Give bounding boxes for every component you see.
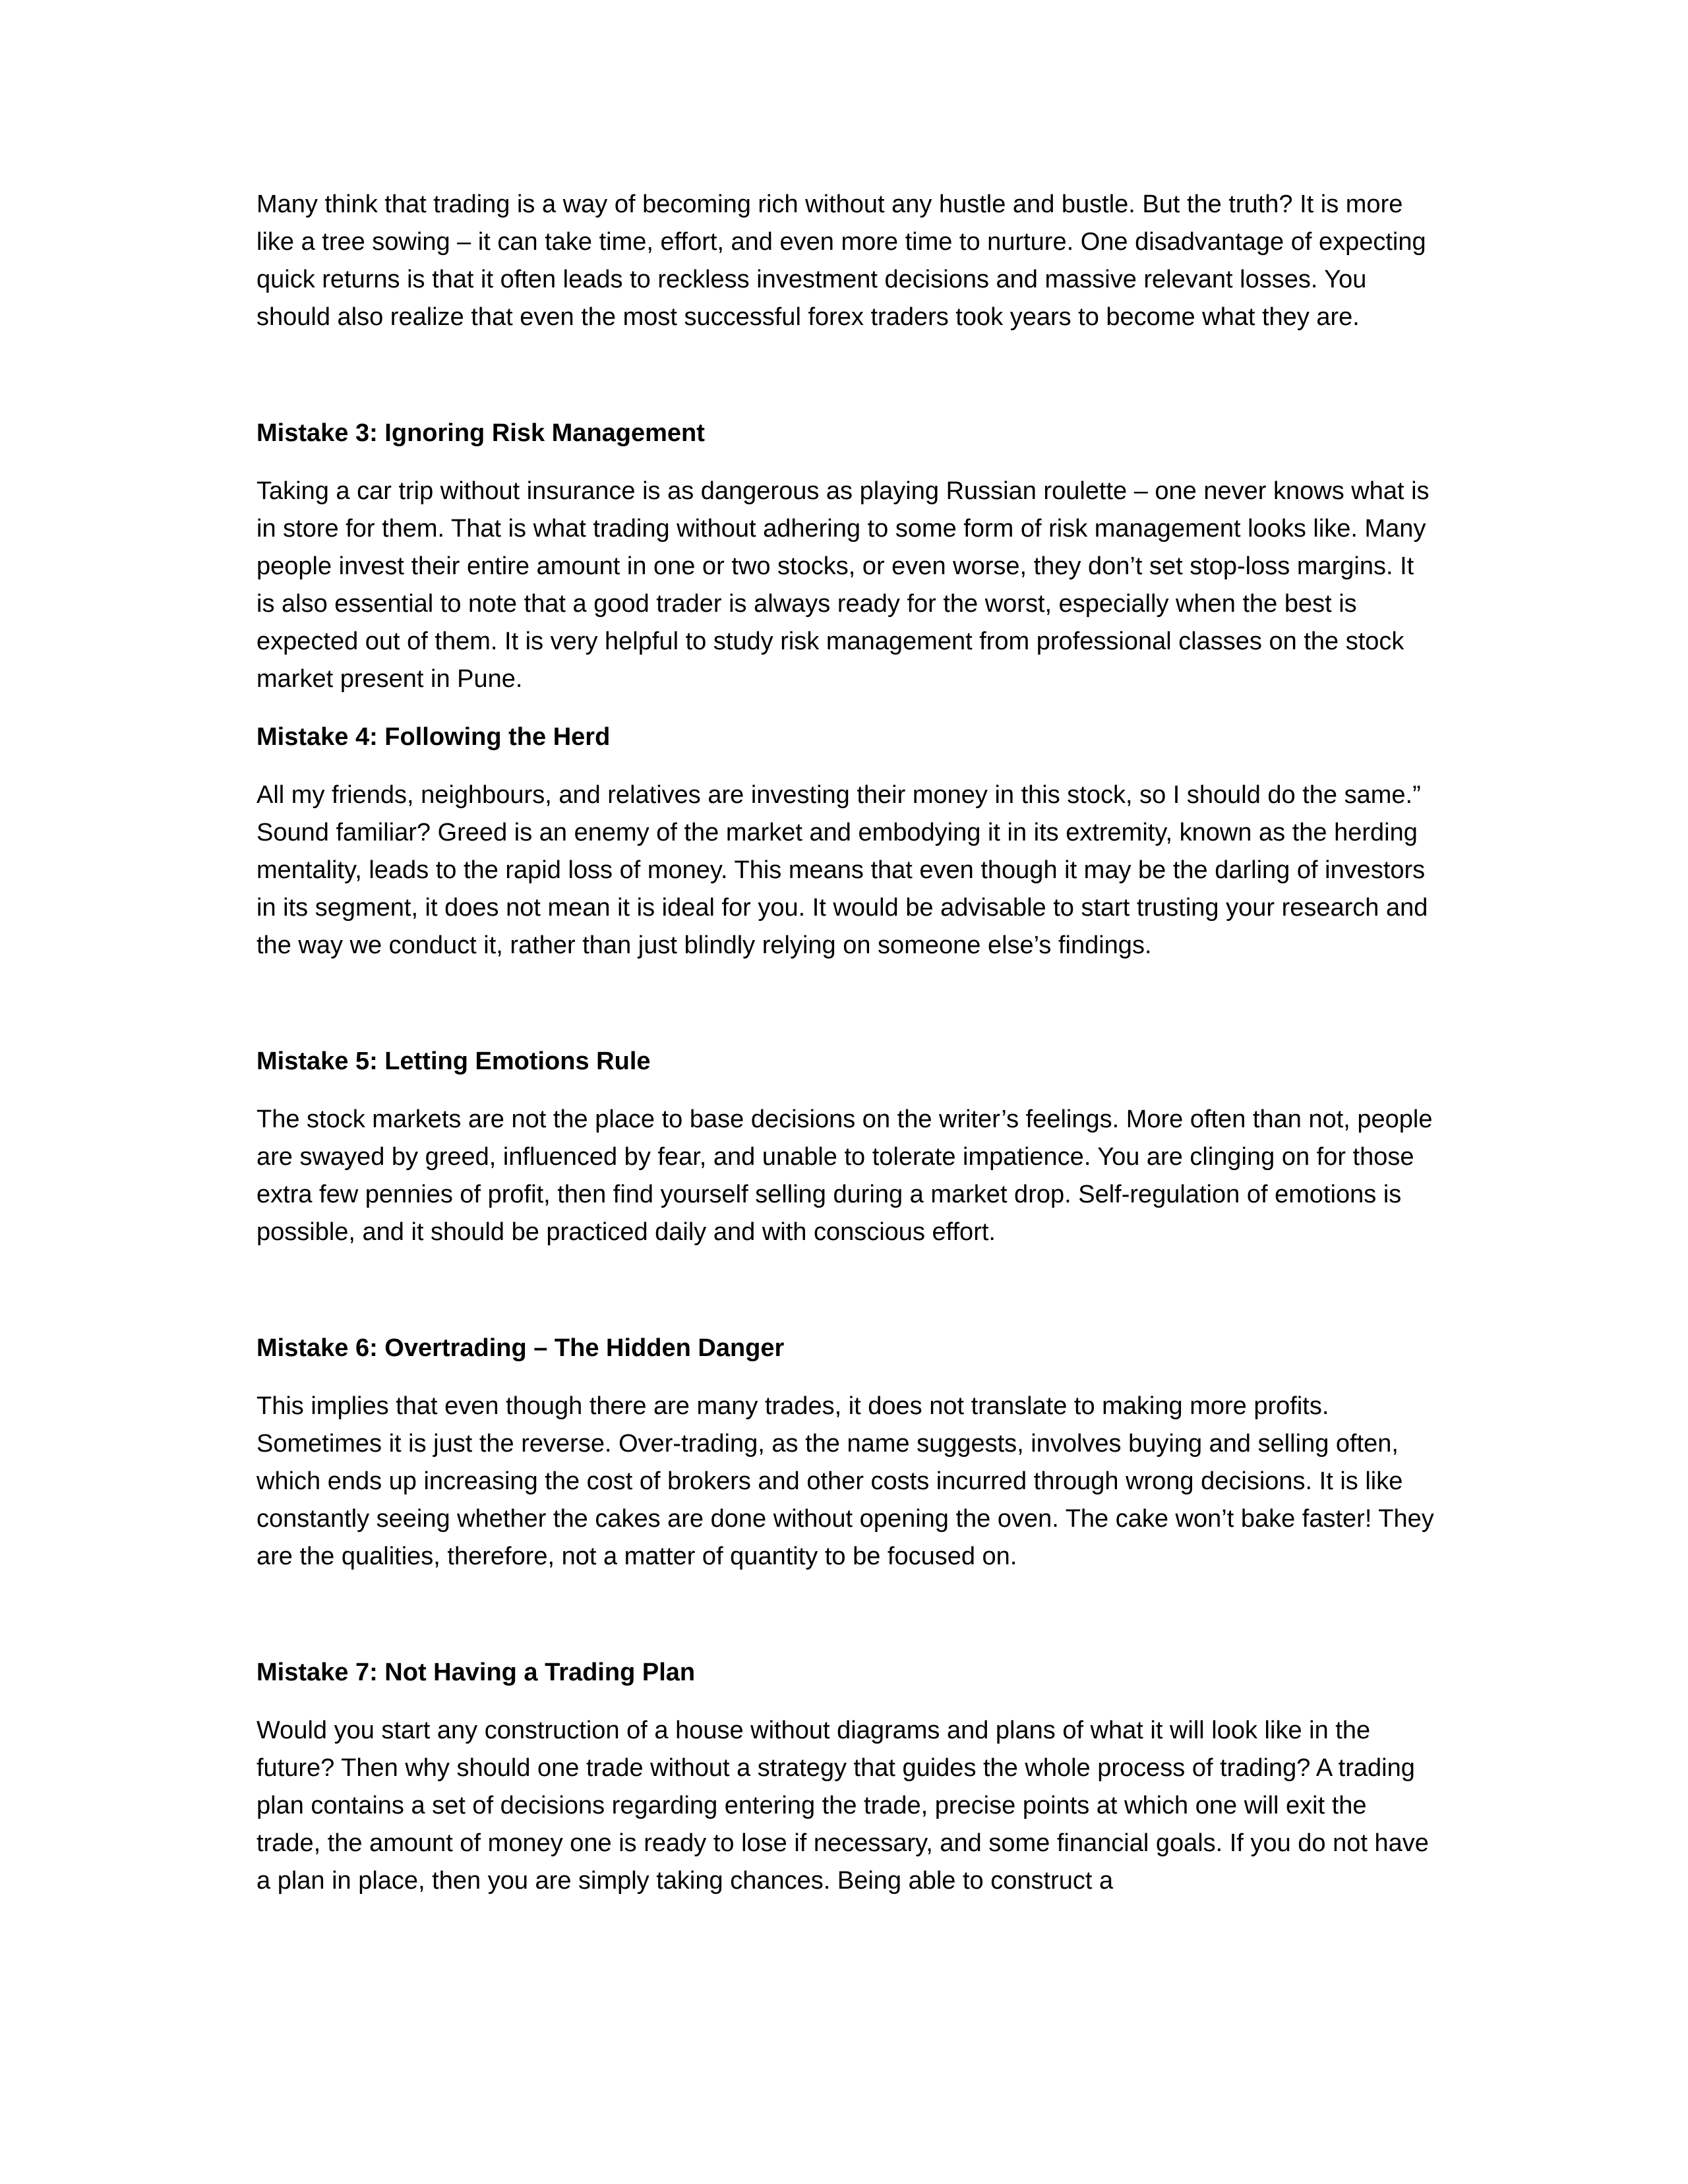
- section-body-mistake-5: The stock markets are not the place to base decisions on the writer’s feelings. More often than not, people are swayed by greed, influenced by fear, and unable to tolerate impatience. You are clinging on for those extra few pennies of profit, then find yourself selling during a market drop. Self-regulation of emotions is possible, and it should be practiced daily and with conscious effort.: [256, 1106, 1433, 1246]
- intro-paragraph: Many think that trading is a way of becoming rich without any hustle and bustle. But the truth? It is more like a tree sowing – it can take time, effort, and even more time to nurture. One disadvantage of expecting quick returns is that it often leads to reckless investment decisions and massive relevant losses. You should also realize that even the most successful forex traders took years to become what they are.: [256, 191, 1426, 331]
- section-heading-mistake-5: Mistake 5: Letting Emotions Rule: [256, 1048, 651, 1075]
- section-body-mistake-4: All my friends, neighbours, and relatives are investing their money in this stock, so I should do the same.” Sound familiar? Greed is an enemy of the market and embodying it in its extremity, known as the herding mentality, leads to the rapid loss of money. This means that even though it may be the darling of investors in its segment, it does not mean it is ideal for you. It would be advisable to start trusting your research and the way we conduct it, rather than just blindly relying on someone else’s findings.: [256, 781, 1428, 959]
- section-heading-mistake-6: Mistake 6: Overtrading – The Hidden Danger: [256, 1334, 785, 1362]
- section-heading-mistake-3: Mistake 3: Ignoring Risk Management: [256, 419, 705, 447]
- document-body: [256, 186, 1437, 1900]
- section-body-mistake-3: Taking a car trip without insurance is as dangerous as playing Russian roulette – one never knows what is in store for them. That is what trading without adhering to some form of risk management looks like. Many people invest their entire amount in one or two stocks, or even worse, they don’t set stop-loss margins. It is also essential to note that a good trader is always ready for the worst, especially when the best is expected out of them. It is very helpful to study risk management from professional classes on the stock market present in Pune.: [256, 477, 1430, 693]
- section-body-mistake-7: Would you start any construction of a house without diagrams and plans of what it will look like in the future? Then why should one trade without a strategy that guides the whole process of trading? A trading plan contains a set of decisions regarding entering the trade, precise points at which one will exit the trade, the amount of money one is ready to lose if necessary, and some financial goals. If you do not have a plan in place, then you are simply taking chances. Being able to construct a: [256, 1717, 1429, 1895]
- section-heading-mistake-4: Mistake 4: Following the Herd: [256, 723, 611, 751]
- section-body-mistake-6: This implies that even though there are many trades, it does not translate to making more profits. Sometimes it is just the reverse. Over-trading, as the name suggests, involves buying and selling often, which ends up increasing the cost of brokers and other costs incurred through wrong decisions. It is like constantly seeing whether the cakes are done without opening the oven. The cake won’t bake faster! They are the qualities, therefore, not a matter of quantity to be focused on.: [256, 1392, 1434, 1570]
- section-heading-mistake-7: Mistake 7: Not Having a Trading Plan: [256, 1659, 696, 1686]
